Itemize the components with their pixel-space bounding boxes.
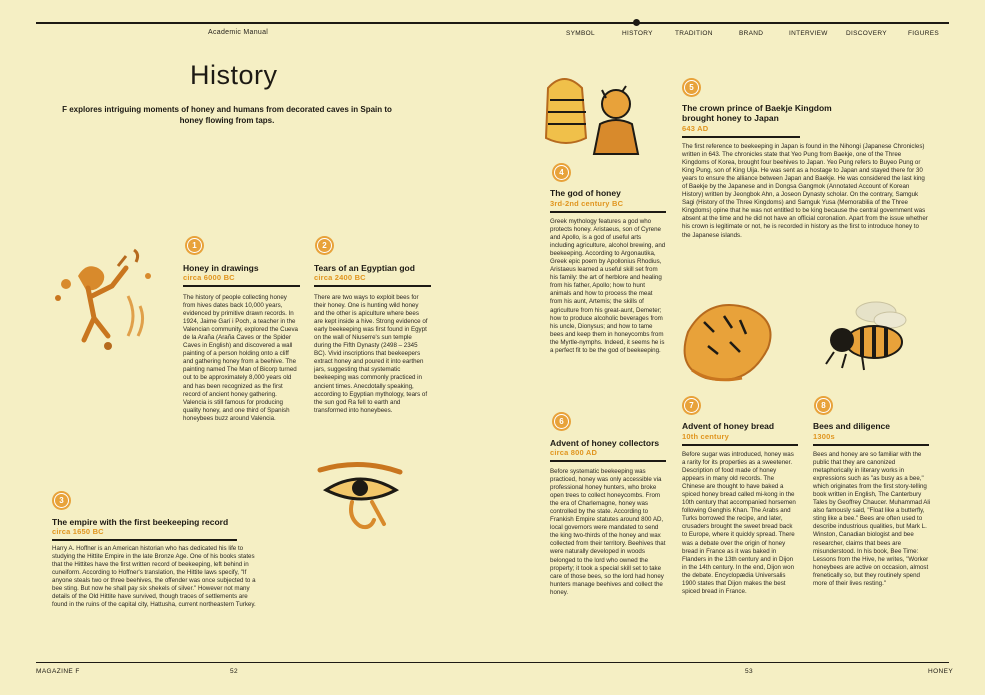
section-date: circa 800 AD xyxy=(550,448,598,457)
section-body: Before systematic beekeeping was practiced, honey was only accessible via professional honey hunters, who broke open trees to collect honeycombs. From the era of Charlemagne, honey was controlled by the state. According to Frankish Empire statutes around 800 AD, local governors were mandated to send the king two-thirds of the honey and wax collected from their territory. Beehives that were naturally developed in woods belonged to the lord who owned the property; it took a special skill set to take care of those bees, so the lord had honey hunters manage beehives and collect the honey. xyxy=(550,468,666,596)
section-title: Bees and diligence xyxy=(813,421,890,431)
nav-discovery[interactable]: DISCOVERY xyxy=(846,30,887,37)
nav-figures[interactable]: FIGURES xyxy=(908,30,939,37)
page-intro: F explores intriguing moments of honey and humans from decorated caves in Spain to honey flowing from taps. xyxy=(62,105,392,125)
section-title: The crown prince of Baekje Kingdom brought honey to Japan xyxy=(682,103,832,123)
section-body: The first reference to beekeeping in Japan is found in the Nihongi (Japanese Chronicles) written in 643. The chronicles state that Yeo Pung from Baekje, one of the Three Kingdoms of Korea, brought four beehives to Japan. Yeo Pung refers to Buyeo Pung or King Pung, son of King Uija. He was sent as a hostage to Japan and stayed there for 30 years to ensure the alliance between Japan and Baekje. He was considered the last king of Baekje by the Japanese and in Dongsa Gangmok (Annotated Account of Korean History) written by Jeongbok Ahn, a Joseon Dynasty scholar. On the contrary, Samguk Sagi (History of the Three Kingdoms) and Samguk Yusa (Memorabilia of the Three Kingdoms) opine that he was not entitled to be king because the central government was absent at the time and he did not have an official coronation. Apart from the issue whether his crown is legitimate or not, he is recorded in history as the first to introduce honey to the Japanese islands. xyxy=(682,143,928,239)
section-rule xyxy=(314,285,431,287)
header-rule xyxy=(36,22,949,24)
section-number-badge: 4 xyxy=(552,163,571,182)
bee-illustration xyxy=(812,296,917,376)
section-body: Harry A. Hoffner is an American historian who has dedicated his life to studying the Hittite Empire in the late Bronze Age. One of his books states that the Hittites have the first written record of beekeeping, left behind in cuneiform. According to Hoffner's translation, the Hittite laws specify, "If anyone steals two or three beehives, the offender was once subjected to a bee sting. But now he shall pay six shekels of silver." However not many details of the Old Hittite have survived, though traces of settlements are found in the ruins of the capital city, Hattusha, current northeastern Turkey. xyxy=(52,545,256,609)
section-date: 643 AD xyxy=(682,124,709,133)
section-rule xyxy=(550,460,666,462)
section-number-badge: 5 xyxy=(682,78,701,97)
nav-brand[interactable]: BRAND xyxy=(739,30,764,37)
section-body: Before sugar was introduced, honey was a rarity for its properties as a sweetener. Description of food made of honey appears in many old records. The Chinese are thought to have baked a spiced honey bread called mi-kong in the 10th century that accompanied horsemen following Genghis Khan. The Arabs and Turks borrowed the recipe, and later, crusaders brought the sweet bread back to Europe, where it quickly spread. There was a debate over the origin of honey bread in France as it was baked in Flanders in the 13th century and in Dijon in the 14th century. In the end, Dijon won the debate. Encyclopædia Universalis 1900 states that Dijon makes the best spiced bread in France. xyxy=(682,451,796,595)
section-body: The history of people collecting honey from hives dates back 10,000 years, evidenced by primitive drawn records. In 1924, Jaime Garí i Poch, a teacher in the Valencian community, explored the Cueva de la Araña (Araña Caves or the Spider Caves in English) and discovered a wall painting of a person holding onto a cliff and gathering honey from a beehive. The painting named The Man of Bicorp turned out to be approximately 8,000 years old and has been recognized as the first record of ancient honey gathering. Valencia is still famous for producing quality honey, and one third of Spanish honeybees buzz around Valencia. xyxy=(183,294,298,422)
section-date: circa 1650 BC xyxy=(52,527,104,536)
nav-history[interactable]: HISTORY xyxy=(622,30,653,37)
section-rule xyxy=(813,444,929,446)
section-rule xyxy=(682,444,798,446)
section-number-badge: 7 xyxy=(682,396,701,415)
section-date: 1300s xyxy=(813,432,835,441)
section-number-badge: 3 xyxy=(52,491,71,510)
section-rule xyxy=(682,136,800,138)
section-title: Advent of honey bread xyxy=(682,421,775,431)
section-number-badge: 1 xyxy=(185,236,204,255)
nav-indicator-dot xyxy=(633,19,640,26)
footer-magazine-name: MAGAZINE F xyxy=(36,668,80,675)
section-date: circa 6000 BC xyxy=(183,273,235,282)
section-number-badge: 2 xyxy=(315,236,334,255)
section-title: Advent of honey collectors xyxy=(550,438,660,448)
section-label: Academic Manual xyxy=(208,29,269,36)
page-number-right: 53 xyxy=(745,668,754,675)
section-body: There are two ways to exploit bees for their honey. One is hunting wild honey and the other is apiculture where bees are kept inside a hive. Strong evidence of early beekeeping was first found in Egypt on the wall of Niuserre's sun temple during the Fifth Dynasty (2498 – 2345 BC). Vivid inscriptions that beekeepers extract honey and poured it into earthen jars, suggesting that systematic beekeeping was commonly practiced in ancient times. Anecdotally speaking, according to Egyptian mythology, tears of the sun god Ra fell to earth and transformed into honeybees. xyxy=(314,294,428,414)
nav-interview[interactable]: INTERVIEW xyxy=(789,30,828,37)
section-date: circa 2400 BC xyxy=(314,273,366,282)
section-title: The god of honey xyxy=(550,188,621,198)
nav-symbol[interactable]: SYMBOL xyxy=(566,30,595,37)
section-number-badge: 8 xyxy=(814,396,833,415)
page-number-left: 52 xyxy=(230,668,239,675)
page-title: History xyxy=(190,60,278,90)
section-date: 10th century xyxy=(682,432,729,441)
section-title: Honey in drawings xyxy=(183,263,259,273)
section-title: Tears of an Egyptian god xyxy=(314,263,415,273)
cave-painting-illustration xyxy=(48,236,163,366)
footer-topic: HONEY xyxy=(928,668,954,675)
section-number-badge: 6 xyxy=(552,412,571,431)
eye-of-ra-illustration xyxy=(312,458,408,534)
footer-rule xyxy=(36,662,949,663)
section-rule xyxy=(52,539,237,541)
section-body: Bees and honey are so familiar with the public that they are canonized metaphorically in literary works in expressions such as "as busy as a bee," which originates from the first story-telling book written in English, The Canterbury Tales by Geoffrey Chaucer. Muhammad Ali also famously said, "Float like a butterfly, sting like a bee." Bees are often used to describe industrious qualities, but Mark L. Winston, Canadian biologist and bee researcher, claims that bees are misunderstood. In his book, Bee Time: Lessons from the Hive, he writes, "Worker honeybees are active on occasion, almost frenetically so, but they routinely spend more of their lives resting." xyxy=(813,451,931,587)
section-rule xyxy=(183,285,300,287)
section-body: Greek mythology features a god who protects honey. Aristaeus, son of Cyrene and Apollo, is a god of useful arts including agriculture, alcohol brewing, and beekeeping. According to Argonautika, Greek epic poem by Apollonius Rhodius, Aristaeus learned a useful skill set from his family: the art of herblore and healing from his father, Apollo; how to hunt animals and how to process the meat from his aunt, Artemis; the skills of agriculture from his great-aunt, Demeter; how to produce alcoholic beverages from his uncle, Dionysus; and how to tame bees and keep them in honeycombs from the Myrtle-nymphs. Indeed, it seems he is a perfect fit to be the god of beekeeping. xyxy=(550,218,666,354)
section-date: 3rd-2nd century BC xyxy=(550,199,624,208)
section-title: The empire with the first beekeeping record xyxy=(52,517,229,527)
beehive-man-illustration xyxy=(538,68,648,160)
nav-tradition[interactable]: TRADITION xyxy=(675,30,713,37)
section-rule xyxy=(550,211,666,213)
honey-bread-illustration xyxy=(674,292,784,392)
